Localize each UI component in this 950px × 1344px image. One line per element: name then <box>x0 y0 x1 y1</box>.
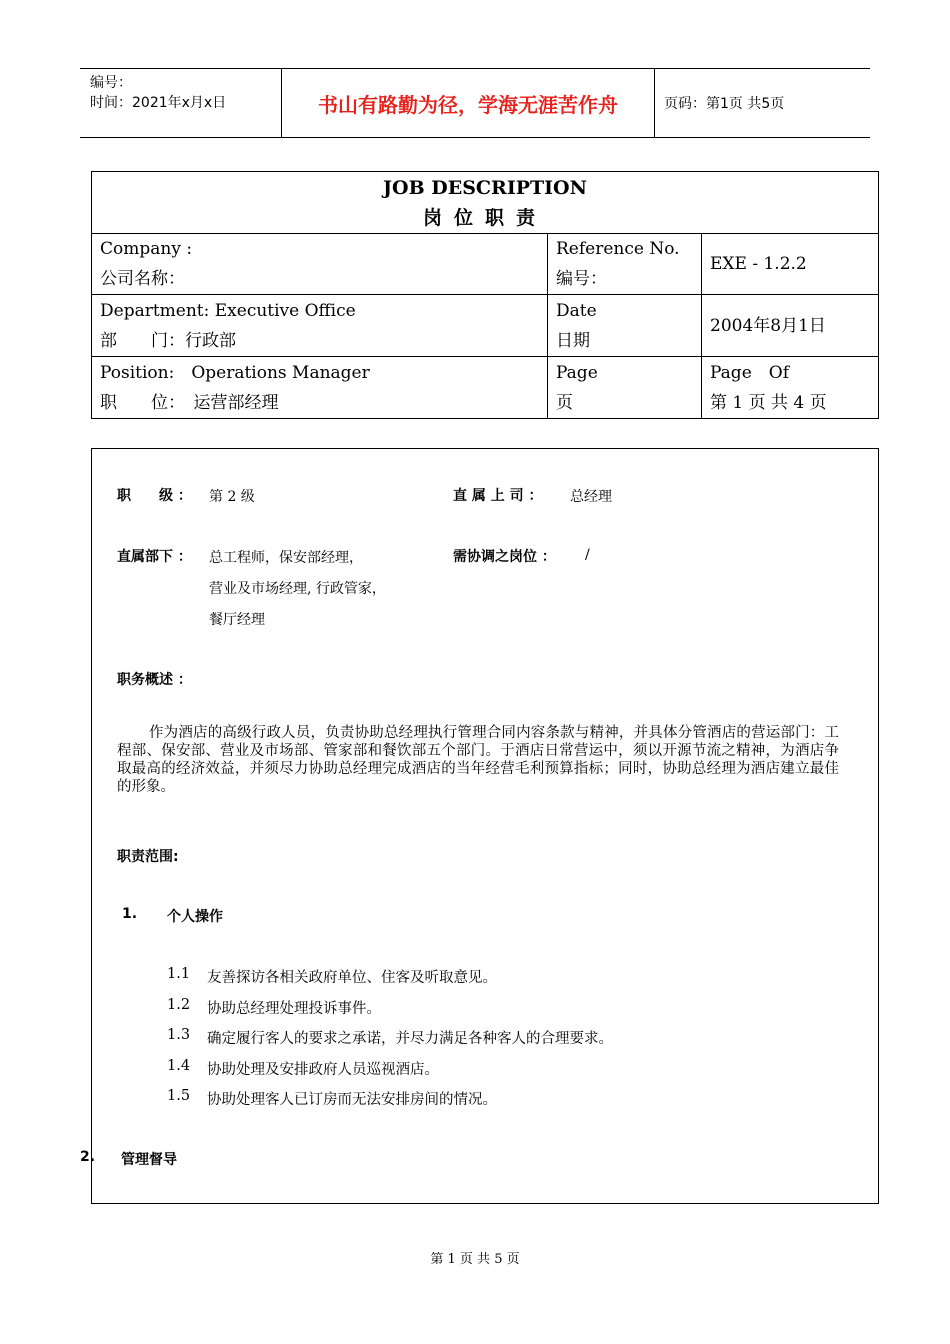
department-cn: 部 门：行政部 <box>100 330 236 351</box>
title-row <box>92 172 879 234</box>
reference-label-cell <box>548 234 702 295</box>
position-cn: 职 位： 运营部经理 <box>100 392 279 413</box>
reference-cn: 编号： <box>556 269 607 289</box>
overview-label: 职务概述 ： <box>117 672 192 688</box>
page-header <box>80 68 870 138</box>
item-text: 协助总经理处理投诉事件。 <box>207 1001 381 1017</box>
grade-label: 职 级 ： <box>117 488 192 504</box>
code-label: 编号： <box>90 75 132 91</box>
item-number: 1.4 <box>167 1058 191 1074</box>
department-row <box>92 295 879 357</box>
item-number: 1.1 <box>167 966 191 982</box>
section2-title: 管理督导 <box>121 1152 177 1168</box>
date-en: Date <box>556 300 597 321</box>
page-cn: 页 <box>556 392 573 413</box>
page-value-en: Page Of <box>710 362 789 383</box>
date-label-cell <box>548 295 702 357</box>
scope-label: 职责范围: <box>117 849 179 865</box>
company-cell <box>92 234 548 295</box>
position-cell <box>92 357 548 419</box>
header-left <box>90 73 226 113</box>
company-cn: 公司名称： <box>100 269 185 289</box>
position-en: Position: Operations Manager <box>100 362 370 383</box>
page-label-cell <box>548 357 702 419</box>
reference-value: EXE - 1.2.2 <box>702 234 879 295</box>
item-text: 协助处理客人已订房而无法安排房间的情况。 <box>207 1092 497 1108</box>
item-text: 协助处理及安排政府人员巡视酒店。 <box>207 1062 439 1078</box>
subordinate-line: 餐厅经理 <box>209 612 265 628</box>
page-en: Page <box>556 362 598 383</box>
company-row <box>92 234 879 295</box>
page-value-cell <box>702 357 879 419</box>
coordinate-label: 需协调之岗位 ： <box>453 549 556 565</box>
date-cn: 日期 <box>556 330 590 351</box>
item-text: 确定履行客人的要求之承诺，并尽力满足各种客人的合理要求。 <box>207 1031 613 1047</box>
overview-text: 作为酒店的高级行政人员，负责协助总经理执行管理合同内容条款与精神，并具体分管酒店的营运部门：工程部、保安部、营业及市场部、管家部和餐饮部五个部门。于酒店日常营运中，须以开源节流之精神，为酒店争取最高的经济效益，并须尽力协助总经理完成酒店的当年经营毛利预算指标；同时，协助总经理为酒店建立最佳的形象。 <box>117 725 839 795</box>
subordinate-line: 总工程师，保安部经理， <box>209 550 363 566</box>
page-footer: 第 1 页 共 5 页 <box>430 1252 520 1267</box>
superior-label: 直 属 上 司 ： <box>453 488 543 504</box>
job-description-table <box>91 171 879 419</box>
grade-value: 第 2 级 <box>209 489 255 505</box>
item-number: 1.2 <box>167 997 191 1013</box>
company-en: Company : <box>100 239 193 259</box>
time-label: 时间：2021年x月x日 <box>90 95 227 111</box>
department-en: Department: Executive Office <box>100 300 356 321</box>
subordinate-line: 营业及市场经理, 行政管家， <box>209 581 386 597</box>
coordinate-value: / <box>585 547 590 563</box>
reference-en: Reference No. <box>556 239 680 259</box>
title-cell <box>92 172 879 234</box>
page-value-cn: 第 1 页 共 4 页 <box>710 392 827 413</box>
header-page-label: 页码：第1页 共5页 <box>664 96 785 112</box>
subordinates-label: 直属部下 ： <box>117 549 192 565</box>
header-divider <box>654 69 655 137</box>
section1-number: 1. <box>122 906 138 922</box>
item-number: 1.5 <box>167 1088 191 1104</box>
superior-value: 总经理 <box>570 489 612 505</box>
position-row <box>92 357 879 419</box>
date-value: 2004年8月1日 <box>702 295 879 357</box>
item-number: 1.3 <box>167 1027 191 1043</box>
title-cn: 岗位职责 <box>423 206 548 229</box>
title-en: JOB DESCRIPTION <box>383 176 587 199</box>
header-motto: 书山有路勤为径，学海无涯苦作舟 <box>318 92 618 117</box>
department-cell <box>92 295 548 357</box>
section2-number: 2. <box>80 1149 96 1165</box>
item-text: 友善探访各相关政府单位、住客及听取意见。 <box>207 970 497 986</box>
section1-title: 个人操作 <box>167 909 223 925</box>
